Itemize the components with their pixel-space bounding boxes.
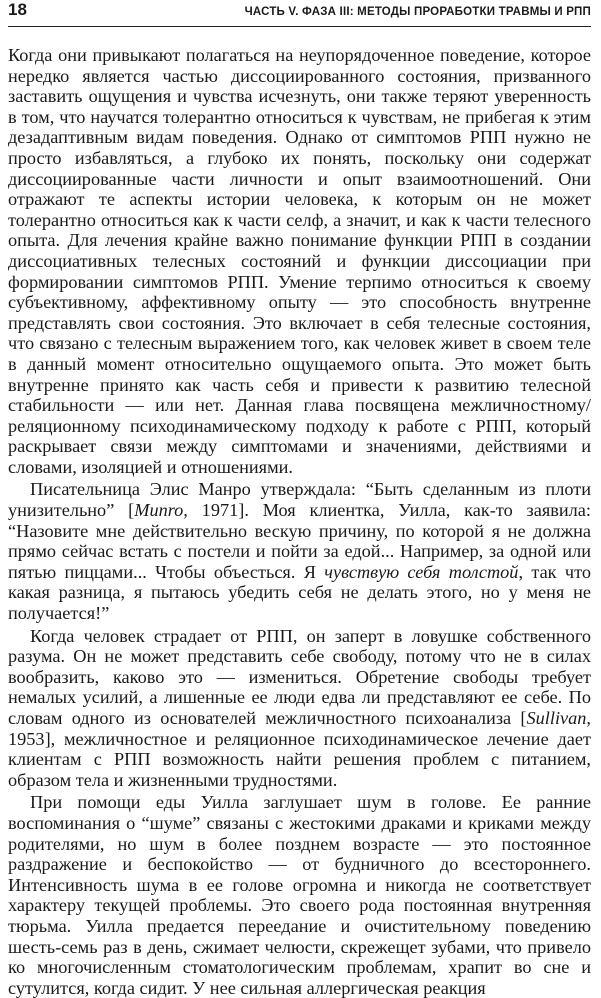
- text-run: При помощи еды Уилла заглушает шум в голове. Ее ранние воспоминания о “шуме” связаны с жестокими драками и криками между родителями, но шум в более позднем возрасте — это постоянное раздражение и беспокойство — от будничного до всестороннего. Интенсивность шума в ее голове огромна и никогда не соответствует характеру текущей проблемы. Это своего рода постоянная внутренняя тюрьма. Уилла предается переедание и очистительному поведению шесть-семь раз в день, сжимает челюсти, скрежещет зубами, что привело ко многочисленным стоматологическим проблемам, храпит во сне и сутулится, когда сидит. У нее сильная аллергическая реакция: [8, 792, 591, 998]
- text-run: Когда они привыкают полагаться на неупорядоченное поведение, которое нередко является частью диссоциированного состояния, призванного заставить ощущения и чувства исчезнуть, они также теряют уверенность в том, что научатся толерантно относиться к чувствам, не прибегая к этим дезадаптивным видам поведения. Однако от симптомов РПП нужно не просто избавляться, а глубоко их понять, поскольку они содержат диссоциированные части личности и опыт взаимоотношений. Они отражают те аспекты истории человека, к которым он не может толерантно относиться как к части селф, а значит, и как к части телесного опыта. Для лечения крайне важно понимание функции РПП в создании диссоциативных телесных состояний и функции диссоциации при формировании симптомов РПП. Умение терпимо относиться к своему субъективному, аффективному опыту — это способность внутренне представлять свои состояния. Это включает в себя телесные состояния, что связано с телесным выражением того, как человек живет в своем теле в данный момент относительно ощущаемого опыта. Это может быть внутренне принято как часть себя и привести к развитию телесной стабильности — или нет. Данная глава посвящена межличностному/реляционному психодинамическому подходу к работе с РПП, который раскрывает связи между симптомами и значениями, действиями и словами, изоляцией и отношениями.: [8, 45, 591, 477]
- text-run: Писательница Элис Манро утверждала: “Быть сделанным из плоти унизительно” [: [8, 479, 591, 521]
- text-run: , так что какая разница, я пытаюсь убедить себя не делать этого, но у меня не получается!”: [8, 561, 591, 624]
- emphasis-text: чувствую себя толстой: [324, 561, 519, 582]
- paragraph-2: [8, 479, 591, 623]
- paragraph-3: [8, 626, 591, 791]
- page-number: 18: [8, 0, 27, 19]
- text-run: Когда человек страдает от РПП, он заперт в ловушке собственного разума. Он не может представить себе свободу, потому что не в силах вообразить, каково это — измениться. Обретение свободы требует немалых усилий, а лишенные ее люди едва ли представляют ее себе. По словам одного из основателей межличностного психоанализа [: [8, 625, 591, 728]
- paragraph-1: [8, 45, 591, 477]
- citation-author: Sullivan,: [526, 708, 591, 728]
- page-header: [8, 0, 591, 27]
- text-run: 1953], межличностное и реляционное психодинамическое лечение дает клиентам с РПП возможность найти решения проблем с питанием, образом тела и жизненными трудностями.: [8, 728, 591, 790]
- body-text: [8, 45, 591, 998]
- text-run: 1971]. Моя клиентка, Уилла, как-то заявила: “Назовите мне действительно вескую причину, по которой я не должна прямо сейчас встать с постели и пойти за едой... Например, за одной или пятью пиццами... Чтобы объесться. Я: [8, 500, 591, 582]
- running-head: ЧАСТЬ V. ФАЗА III: МЕТОДЫ ПРОРАБОТКИ ТРАВМЫ И РПП: [244, 6, 591, 18]
- citation-author: Munro,: [134, 500, 188, 521]
- paragraph-4: [8, 792, 591, 998]
